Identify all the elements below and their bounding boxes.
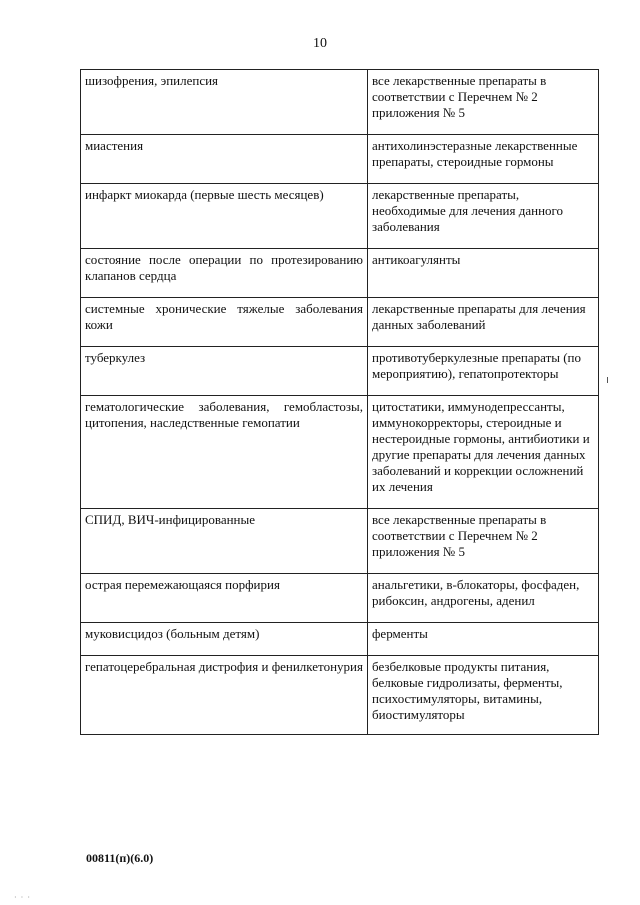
disease-cell: муковисцидоз (больным детям) (81, 623, 368, 656)
table-row (81, 623, 599, 656)
table-row (81, 509, 599, 574)
drugs-cell: противотуберкулезные препараты (по мероприятию), гепатопротекторы (368, 347, 599, 396)
disease-cell: шизофрения, эпилепсия (81, 70, 368, 135)
scan-margin-mark (607, 377, 608, 383)
drugs-cell: безбелковые продукты питания, белковые гидролизаты, ферменты, психостимуляторы, витамины, биостимуляторы (368, 656, 599, 735)
table-row (81, 249, 599, 298)
disease-cell: СПИД, ВИЧ-инфицированные (81, 509, 368, 574)
table-row (81, 70, 599, 135)
disease-cell: миастения (81, 135, 368, 184)
drugs-cell: ферменты (368, 623, 599, 656)
drugs-cell: все лекарственные препараты в соответствии с Перечнем № 2 приложения № 5 (368, 509, 599, 574)
drugs-cell: цитостатики, иммунодепрессанты, иммунокорректоры, стероидные и нестероидные гормоны, антибиотики и другие препараты для лечения данных заболеваний и коррекции осложнений их лечения (368, 396, 599, 509)
disease-cell: гематологические заболевания, гемобластозы, цитопения, наследственные гемопатии (81, 396, 368, 509)
conditions-table (80, 69, 599, 735)
page-number: 10 (313, 36, 327, 51)
drugs-cell: анальгетики, в-блокаторы, фосфаден, рибоксин, андрогены, аденил (368, 574, 599, 623)
drugs-cell: антикоагулянты (368, 249, 599, 298)
conditions-table-container (80, 69, 597, 735)
disease-cell: гепатоцеребральная дистрофия и фенилкетонурия (81, 656, 368, 735)
disease-cell: системные хронические тяжелые заболевания кожи (81, 298, 368, 347)
drugs-cell: лекарственные препараты для лечения данных заболеваний (368, 298, 599, 347)
drugs-cell: все лекарственные препараты в соответствии с Перечнем № 2 приложения № 5 (368, 70, 599, 135)
drugs-cell: лекарственные препараты, необходимые для лечения данного заболевания (368, 184, 599, 249)
drugs-cell: антихолинэстеразные лекарственные препараты, стероидные гормоны (368, 135, 599, 184)
disease-cell: острая перемежающаяся порфирия (81, 574, 368, 623)
disease-cell: состояние после операции по протезированию клапанов сердца (81, 249, 368, 298)
table-row (81, 656, 599, 735)
scan-corner-artifact: · · · (14, 893, 31, 902)
table-row (81, 184, 599, 249)
document-code: 00811(п)(6.0) (86, 851, 154, 865)
table-row (81, 347, 599, 396)
disease-cell: инфаркт миокарда (первые шесть месяцев) (81, 184, 368, 249)
table-row (81, 396, 599, 509)
table-row (81, 574, 599, 623)
table-row (81, 135, 599, 184)
table-row (81, 298, 599, 347)
disease-cell: туберкулез (81, 347, 368, 396)
